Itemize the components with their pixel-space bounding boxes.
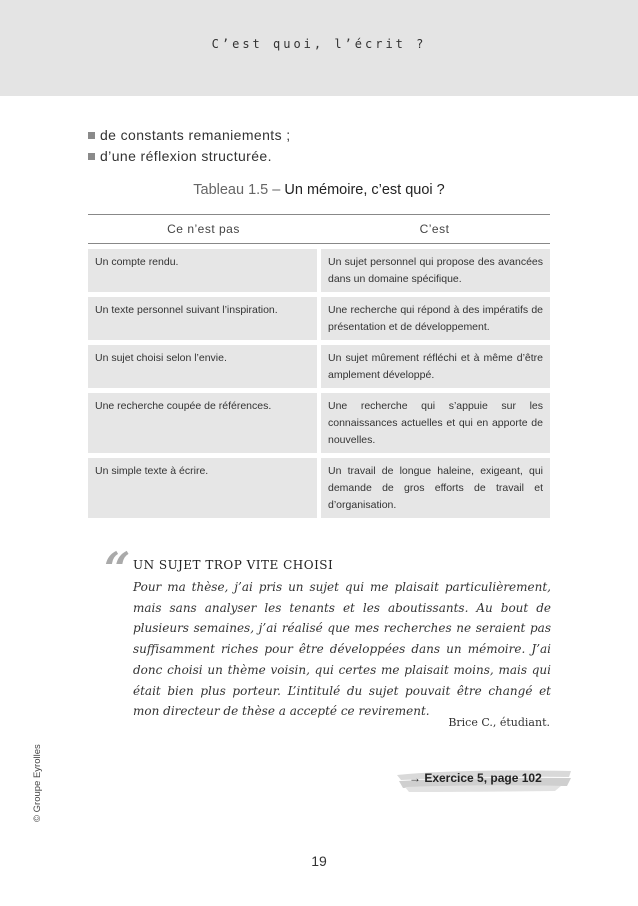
- table-row: [88, 249, 550, 292]
- table-number: Tableau 1.5: [193, 182, 269, 198]
- table-row: [88, 458, 550, 518]
- testimonial-heading: UN SUJET TROP VITE CHOISI: [133, 558, 334, 572]
- table-cell: Un texte personnel suivant l’inspiration.: [88, 297, 317, 340]
- table-row: [88, 345, 550, 388]
- page-header: [0, 0, 638, 96]
- table-cell: Un sujet mûrement réfléchi et à même d’être amplement développé.: [321, 345, 550, 388]
- table-cell: Un simple texte à écrire.: [88, 458, 317, 518]
- testimonial-body: Pour ma thèse, j’ai pris un sujet qui me plaisait particulièrement, mais sans analyser les tenants et les aboutissants. Au bout de plusieurs semaines, j’ai réalisé que mes recherches ne seraient pas suffisamment riches pour être développées dans un mémoire. J’ai donc choisi un thème voisin, qui certes me plaisait moins, mais qui était bien plus porteur. L’intitulé du sujet pouvait être changé et mon directeur de thèse a accepté ce revirement.: [133, 580, 551, 719]
- table-cell: Un sujet personnel qui propose des avancées dans un domaine spécifique.: [321, 249, 550, 292]
- page-number: 19: [311, 853, 327, 869]
- copyright-notice: © Groupe Eyrolles: [32, 744, 43, 822]
- table-cell: Un compte rendu.: [88, 249, 317, 292]
- column-header-is-not: Ce n’est pas: [167, 222, 240, 236]
- table-title-dash: –: [272, 182, 281, 198]
- running-header-title: C’est quoi, l’écrit ?: [211, 37, 427, 51]
- quote-mark-icon: “: [104, 542, 131, 596]
- bullet-item: [88, 125, 291, 146]
- table-cell: Une recherche qui s’appuie sur les connaissances actuelles et qui en apporte de nouvelles.: [321, 393, 550, 453]
- bullet-text: d’une réflexion structurée.: [100, 148, 272, 164]
- square-bullet-icon: [88, 153, 95, 160]
- bullet-list: [88, 125, 291, 167]
- exercise-link[interactable]: → Exercice 5, page 102: [409, 771, 542, 785]
- table-name: Un mémoire, c’est quoi ?: [284, 182, 445, 198]
- column-header-is: C’est: [419, 222, 450, 236]
- table-row: [88, 297, 550, 340]
- comparison-table: [88, 214, 550, 518]
- table-header-row: [88, 214, 550, 244]
- testimonial-author: Brice C., étudiant.: [448, 716, 550, 729]
- table-row: [88, 393, 550, 453]
- table-cell: Un travail de longue haleine, exigeant, qui demande de gros efforts de travail et d’organisation.: [321, 458, 550, 518]
- table-cell: Une recherche qui répond à des impératifs de présentation et de développement.: [321, 297, 550, 340]
- table-cell: Une recherche coupée de références.: [88, 393, 317, 453]
- table-cell: Un sujet choisi selon l’envie.: [88, 345, 317, 388]
- bullet-text: de constants remaniements ;: [100, 127, 291, 143]
- square-bullet-icon: [88, 132, 95, 139]
- bullet-item: [88, 146, 291, 167]
- table-title: [0, 182, 638, 198]
